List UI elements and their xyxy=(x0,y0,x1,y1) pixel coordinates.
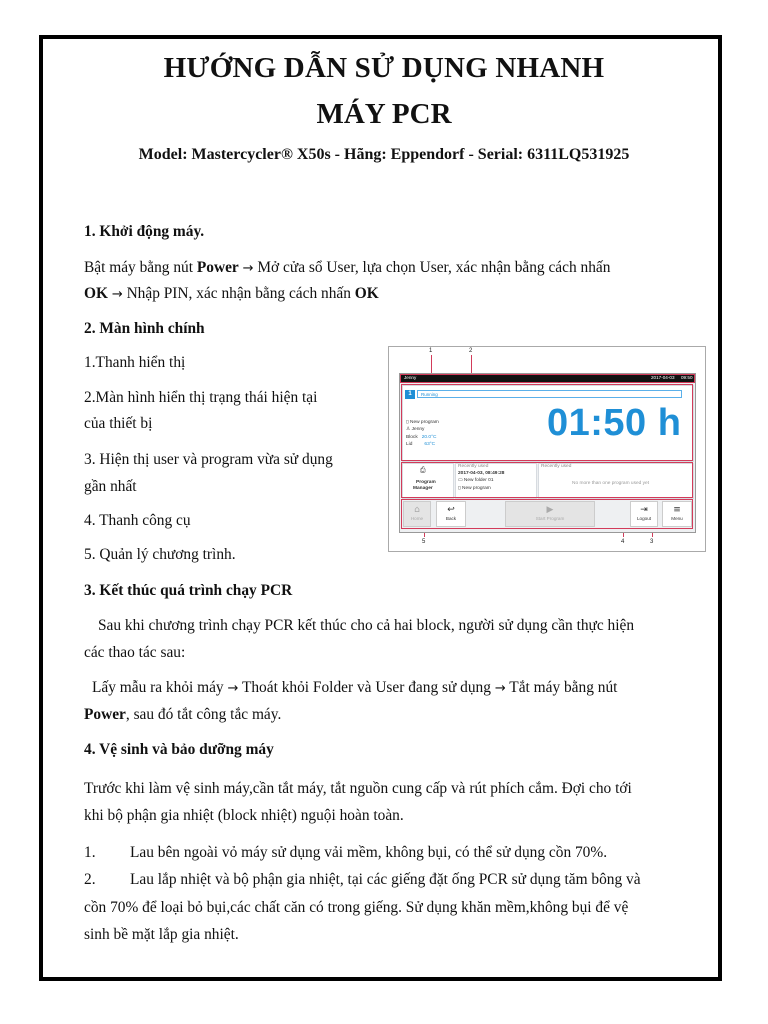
printer-icon: ⎙ xyxy=(420,466,426,474)
back-button[interactable]: ↩ Back xyxy=(436,501,466,527)
legend-item-1: 1.Thanh hiển thị xyxy=(84,354,186,371)
user-icon: ♙ xyxy=(406,427,411,432)
recent-program: ▯ New program xyxy=(458,486,491,491)
callout-4: 4 xyxy=(621,539,625,545)
countdown-timer: 01:50 h xyxy=(547,402,682,444)
highlight-toolbar xyxy=(401,499,693,529)
highlight-status-bar xyxy=(400,374,695,383)
recent-date: 2017-04-03, 08:49:28 xyxy=(458,471,505,476)
list-number-2: 2. xyxy=(84,871,96,888)
section-3-para-1b: các thao tác sau: xyxy=(84,644,186,661)
current-program: ▯ New program xyxy=(406,420,439,425)
callout-2: 2 xyxy=(469,348,473,354)
arrow-icon: → xyxy=(494,681,506,696)
status-user: Jenny xyxy=(404,375,417,380)
arrow-icon: → xyxy=(111,287,123,302)
program-manager-label-2: Manager xyxy=(413,486,433,491)
recent2-title: Recently used xyxy=(541,464,572,469)
highlight-recent xyxy=(401,462,693,498)
block-number-badge: 1 xyxy=(405,390,415,399)
section-2-heading: 2. Màn hình chính xyxy=(84,320,205,337)
section-3-heading: 3. Kết thúc quá trình chạy PCR xyxy=(84,582,293,599)
callout-3: 3 xyxy=(650,539,654,545)
list-item-1: Lau bên ngoài vỏ máy sử dụng vải mềm, không bụi, có thể sử dụng cồn 70%. xyxy=(130,844,608,861)
title-line-2: MÁY PCR xyxy=(316,98,452,130)
list-item-2a: Lau lắp nhiệt và bộ phận gia nhiệt, tại các giếng đặt ống PCR sử dụng tăm bông và xyxy=(130,871,641,888)
section-3-para-1a: Sau khi chương trình chạy PCR kết thúc cho cả hai block, người sử dụng cần thực hiện xyxy=(98,617,635,634)
section-1-line-2: OK → Nhập PIN, xác nhận bằng cách nhấn OK xyxy=(84,285,379,302)
arrow-icon: → xyxy=(227,681,239,696)
recent-title: Recently used xyxy=(458,464,489,469)
program-manager-label-1: Program xyxy=(416,480,436,485)
recent-folder: ▭ New folder 01 xyxy=(458,478,494,483)
section-3-para-2b: Power, sau đó tắt công tắc máy. xyxy=(84,706,282,723)
title-line-1: HƯỚNG DẪN SỬ DỤNG NHANH xyxy=(163,52,605,84)
back-icon: ↩ xyxy=(447,505,455,515)
start-program-button[interactable]: ▶ Start Program xyxy=(505,501,595,527)
section-4-heading: 4. Vệ sinh và bảo dưỡng máy xyxy=(84,741,274,758)
section-4-para-1b: khi bộ phận gia nhiệt (block nhiệt) nguội hoàn toàn. xyxy=(84,807,404,824)
legend-item-5: 5. Quản lý chương trình. xyxy=(84,546,236,563)
device-screen-figure xyxy=(388,346,706,552)
device-screen xyxy=(399,373,696,533)
file-icon: ▯ xyxy=(458,486,461,491)
legend-item-2a: 2.Màn hình hiển thị trạng thái hiện tại xyxy=(84,389,318,406)
recent2-empty: No more than one program used yet xyxy=(572,481,650,486)
legend-item-2b: của thiết bị xyxy=(84,415,153,432)
legend-item-3a: 3. Hiện thị user và program vừa sử dụng xyxy=(84,451,333,468)
list-number-1: 1. xyxy=(84,844,96,861)
section-1-line-1: Bật máy bằng nút Power → Mở cửa sổ User, lựa chọn User, xác nhận bằng cách nhấn xyxy=(84,259,611,276)
home-button[interactable]: ⌂ Home xyxy=(403,501,431,527)
status-time: 09:50 xyxy=(681,375,693,380)
play-icon: ▶ xyxy=(546,505,554,515)
block-temp-row: Block 20.0°C xyxy=(406,435,437,440)
lid-temp-row: Lid 63°C xyxy=(406,442,436,447)
run-status-bar: Running xyxy=(417,390,682,398)
callout-5: 5 xyxy=(422,539,426,545)
folder-icon: ▭ xyxy=(458,478,463,483)
subtitle-model: Model: Mastercycler® X50s - Hãng: Eppendorf - Serial: 6311LQ531925 xyxy=(138,146,630,163)
status-date: 2017-04-03 xyxy=(651,375,675,380)
menu-icon: ≡ xyxy=(673,505,681,515)
section-3-para-2a: Lấy mẫu ra khỏi máy → Thoát khỏi Folder và User đang sử dụng → Tắt máy bằng nút xyxy=(92,679,618,696)
file-icon: ▯ xyxy=(406,420,409,425)
arrow-icon: → xyxy=(242,261,254,276)
home-icon: ⌂ xyxy=(414,505,420,515)
menu-button[interactable]: ≡ Menu xyxy=(662,501,692,527)
section-4-para-1a: Trước khi làm vệ sinh máy,cần tắt máy, tắt nguồn cung cấp và rút phích cắm. Đợi cho tới xyxy=(84,780,632,797)
callout-1: 1 xyxy=(429,348,433,354)
legend-item-3b: gần nhất xyxy=(84,478,137,495)
section-1-heading: 1. Khởi động máy. xyxy=(84,223,205,240)
logout-icon: ⇥ xyxy=(640,505,648,515)
logout-button[interactable]: ⇥ Logout xyxy=(630,501,658,527)
current-user: ♙ Jenny xyxy=(406,427,425,432)
list-item-2c: sinh bề mặt lắp gia nhiệt. xyxy=(84,926,239,943)
legend-item-4: 4. Thanh công cụ xyxy=(84,512,191,529)
list-item-2b: cồn 70% để loại bỏ bụi,các chất căn có trong giếng. Sử dụng khăn mềm,không bụi để vệ xyxy=(84,899,629,916)
